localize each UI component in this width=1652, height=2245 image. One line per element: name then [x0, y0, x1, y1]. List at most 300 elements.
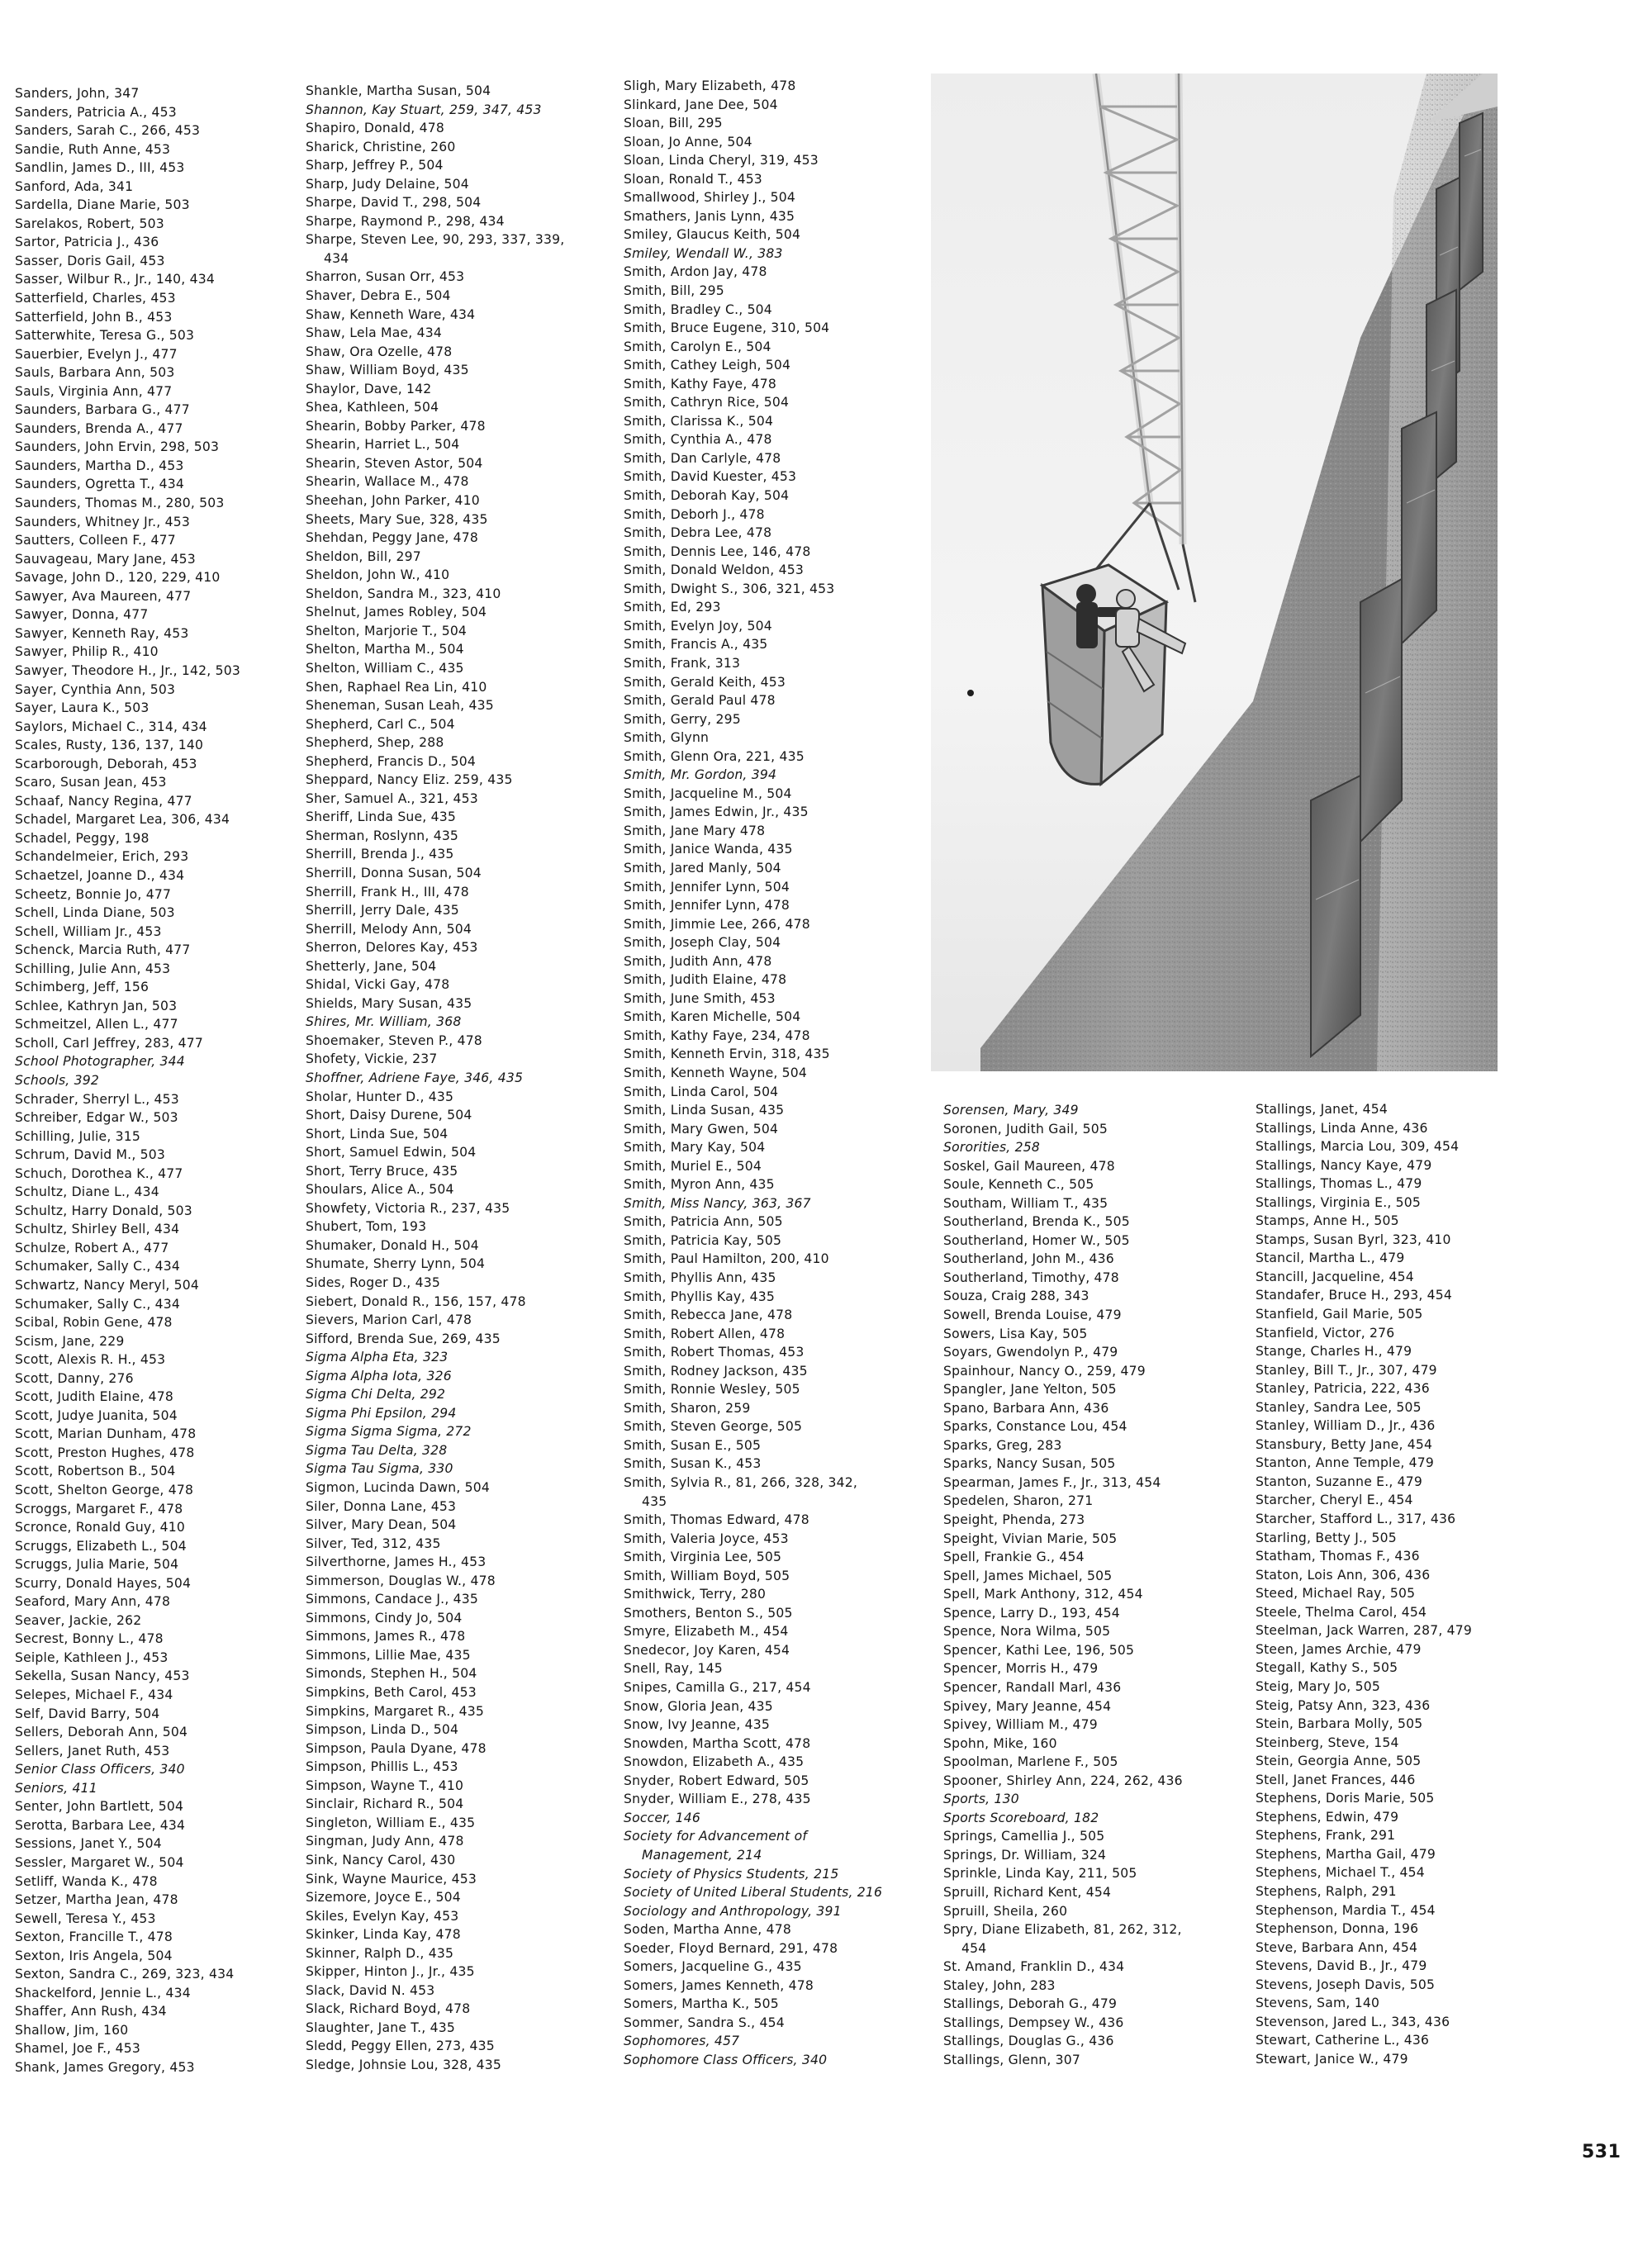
index-entry: Snyder, William E., 278, 435 [624, 1792, 811, 1807]
index-entry: Skipper, Hinton J., Jr., 435 [306, 1964, 475, 1980]
index-entry: Sekella, Susan Nancy, 453 [15, 1668, 190, 1684]
index-entry: Smathers, Janis Lynn, 435 [624, 208, 795, 224]
index-entry: Snowdon, Elizabeth A., 435 [624, 1754, 805, 1770]
index-entry: Sloan, Ronald T., 453 [624, 171, 762, 187]
index-entry: Smith, Phyllis Ann, 435 [624, 1270, 776, 1285]
index-entry: Smith, Patricia Kay, 505 [624, 1232, 782, 1248]
index-entry: Society of Physics Students, 215 [624, 1866, 839, 1882]
index-entry: Smith, David Kuester, 453 [624, 469, 797, 485]
index-entry: School Photographer, 344 [15, 1054, 185, 1070]
index-entry: Shoffner, Adriene Faye, 346, 435 [306, 1070, 524, 1085]
index-entry: Shaffer, Ann Rush, 434 [15, 2004, 167, 2020]
index-entry: Sheldon, John W., 410 [306, 567, 450, 583]
index-entry: Short, Terry Bruce, 435 [306, 1163, 458, 1179]
index-entry: Sharp, Jeffrey P., 504 [306, 158, 444, 173]
index-entry: Sarelakos, Robert, 503 [15, 216, 164, 231]
index-entry: Scism, Jane, 229 [15, 1333, 125, 1349]
index-entry: Smith, Deborh J., 478 [624, 506, 765, 522]
index-entry: Skiles, Evelyn Kay, 453 [306, 1908, 459, 1924]
index-entry: Sides, Roger D., 435 [306, 1275, 440, 1290]
index-entry: Smith, Gerald Keith, 453 [624, 674, 786, 690]
index-entry: Sexton, Iris Angela, 504 [15, 1948, 173, 1963]
index-entry: Simmons, Lillie Mae, 435 [306, 1647, 471, 1663]
index-entry: Stell, Janet Frances, 446 [1256, 1772, 1416, 1787]
index-entry: Soeder, Floyd Bernard, 291, 478 [624, 1940, 838, 1956]
index-entry: Schwartz, Nancy Meryl, 504 [15, 1278, 200, 1293]
index-entry: Saunders, Thomas M., 280, 503 [15, 496, 225, 511]
index-entry: Speight, Phenda, 273 [943, 1512, 1085, 1528]
index-entry: Setliff, Wanda K., 478 [15, 1873, 158, 1889]
index-entry: Smith, Jennifer Lynn, 478 [624, 898, 790, 914]
index-entry: Sharp, Judy Delaine, 504 [306, 176, 469, 192]
index-entry: Spruill, Sheila, 260 [943, 1903, 1068, 1919]
index-entry: Statham, Thomas F., 436 [1256, 1549, 1420, 1564]
index-entry: Scholl, Carl Jeffrey, 283, 477 [15, 1035, 204, 1051]
index-entry: Seniors, 411 [15, 1780, 97, 1796]
index-entry: Stallings, Glenn, 307 [943, 2052, 1081, 2067]
index-entry: Sawyer, Theodore H., Jr., 142, 503 [15, 662, 240, 678]
index-entry: Sheehan, John Parker, 410 [306, 493, 480, 509]
index-entry: Smith, James Edwin, Jr., 435 [624, 804, 809, 820]
index-entry: Sartor, Patricia J., 436 [15, 235, 159, 250]
index-entry: Starcher, Cheryl E., 454 [1256, 1493, 1413, 1508]
index-entry: Sawyer, Ava Maureen, 477 [15, 588, 192, 604]
index-entry: Spell, Frankie G., 454 [943, 1550, 1085, 1565]
index-entry: Southam, William T., 435 [943, 1195, 1108, 1211]
index-entry: Smith, Glynn [624, 730, 710, 746]
index-entry: Shepherd, Shep, 288 [306, 735, 444, 751]
index-entry: Smith, Linda Susan, 435 [624, 1103, 785, 1118]
index-entry: Smith, Cathryn Rice, 504 [624, 395, 790, 411]
index-entry: Starcher, Stafford L., 317, 436 [1256, 1512, 1456, 1527]
index-entry: Smith, Virginia Lee, 505 [624, 1550, 782, 1565]
index-entry: Sledge, Johnsie Lou, 328, 435 [306, 2057, 502, 2072]
index-entry: Soccer, 146 [624, 1810, 701, 1825]
index-entry: Silverthorne, James H., 453 [306, 1554, 487, 1570]
index-entry: Stevenson, Jared L., 343, 436 [1256, 2014, 1450, 2029]
index-entry: Sigma Chi Delta, 292 [306, 1387, 446, 1403]
index-entry: Smith, Donald Weldon, 453 [624, 562, 804, 578]
index-entry: Smith, Cathey Leigh, 504 [624, 358, 791, 373]
index-entry: Sauls, Barbara Ann, 503 [15, 365, 175, 381]
index-entry: Scott, Marian Dunham, 478 [15, 1426, 197, 1442]
index-entry: Snedecor, Joy Karen, 454 [624, 1642, 790, 1658]
index-entry: Saunders, Martha D., 453 [15, 458, 184, 473]
index-entry: Smith, Paul Hamilton, 200, 410 [624, 1251, 829, 1267]
index-entry: Smith, Miss Nancy, 363, 367 [624, 1195, 811, 1211]
index-entry: Stephens, Doris Marie, 505 [1256, 1791, 1435, 1806]
index-entry: Siebert, Donald R., 156, 157, 478 [306, 1293, 526, 1309]
index-entry: Sexton, Sandra C., 269, 323, 434 [15, 1967, 235, 1982]
index-entry: Smiley, Wendall W., 383 [624, 245, 783, 261]
index-entry: Schrum, David M., 503 [15, 1147, 166, 1163]
index-entry: Simmerson, Douglas W., 478 [306, 1573, 496, 1588]
index-entry: Sanford, Ada, 341 [15, 178, 134, 194]
index-entry: Spry, Diane Elizabeth, 81, 262, 312, [943, 1922, 1182, 1938]
index-entry: Souza, Craig 288, 343 [943, 1289, 1089, 1304]
index-entry: Slack, David N. 453 [306, 1982, 435, 1998]
index-entry: St. Amand, Franklin D., 434 [943, 1959, 1125, 1975]
index-entry: Smith, Jacqueline M., 504 [624, 786, 792, 801]
index-entry: Sociology and Anthropology, 391 [624, 1903, 842, 1919]
index-entry: Sasser, Wilbur R., Jr., 140, 434 [15, 272, 215, 287]
index-entry: Stevens, David B., Jr., 479 [1256, 1958, 1427, 1974]
index-entry: Shetterly, Jane, 504 [306, 958, 437, 974]
index-entry: Smithwick, Terry, 280 [624, 1587, 767, 1602]
index-entry: Sholar, Hunter D., 435 [306, 1089, 454, 1104]
index-entry: Society for Advancement of [624, 1829, 808, 1844]
index-entry: Sowers, Lisa Kay, 505 [943, 1326, 1088, 1341]
index-entry: Scott, Judith Elaine, 478 [15, 1389, 174, 1405]
index-entry: Soyars, Gwendolyn P., 479 [943, 1345, 1118, 1360]
index-entry: Sommer, Sandra S., 454 [624, 2015, 785, 2030]
index-entry: Stegall, Kathy S., 505 [1256, 1660, 1398, 1676]
index-entry: Slinkard, Jane Dee, 504 [624, 97, 778, 112]
index-entry: Stallings, Dempsey W., 436 [943, 2015, 1124, 2030]
index-entry: Smith, Bradley C., 504 [624, 301, 772, 317]
index-entry: Scott, Judye Juanita, 504 [15, 1407, 178, 1423]
index-entry: Sayer, Laura K., 503 [15, 700, 150, 716]
index-entry: Spence, Larry D., 193, 454 [943, 1605, 1120, 1621]
index-entry: Sororities, 258 [943, 1140, 1040, 1156]
index-entry: Spearman, James F., Jr., 313, 454 [943, 1474, 1161, 1490]
index-entry: Simmons, James R., 478 [306, 1629, 466, 1645]
index-entry: Sharpe, Raymond P., 298, 434 [306, 213, 505, 229]
index-entry: Sellers, Janet Ruth, 453 [15, 1743, 170, 1759]
index-entry: Scurry, Donald Hayes, 504 [15, 1575, 192, 1591]
index-entry: Smith, Gerry, 295 [624, 711, 741, 727]
index-entry: Starling, Betty J., 505 [1256, 1530, 1397, 1545]
index-entry: Simpson, Linda D., 504 [306, 1722, 459, 1738]
index-entry: Stamps, Anne H., 505 [1256, 1213, 1399, 1229]
index-entry: Smith, Kenneth Ervin, 318, 435 [624, 1047, 830, 1062]
index-entry: Stanton, Anne Temple, 479 [1256, 1455, 1435, 1471]
index-entry: Saunders, Brenda A., 477 [15, 420, 183, 436]
index-entry: Sigma Alpha Eta, 323 [306, 1350, 449, 1365]
index-entry: Soule, Kenneth C., 505 [943, 1177, 1094, 1193]
index-entry: Simmons, Cindy Jo, 504 [306, 1610, 463, 1626]
index-entry: Satterfield, John B., 453 [15, 309, 173, 325]
index-entry: Stein, Georgia Anne, 505 [1256, 1754, 1422, 1769]
index-entry: Smith, Muriel E., 504 [624, 1158, 762, 1174]
index-entry: Schumaker, Sally C., 434 [15, 1296, 181, 1312]
index-entry: Satterfield, Charles, 453 [15, 291, 176, 306]
index-entry: Management, 214 [642, 1847, 762, 1863]
index-entry: Southerland, Timothy, 478 [943, 1270, 1119, 1285]
index-entry: Sexton, Francille T., 478 [15, 1929, 173, 1945]
index-entry: Smith, Judith Elaine, 478 [624, 972, 787, 988]
index-entry: Sawyer, Donna, 477 [15, 607, 149, 623]
index-entry: Sparks, Greg, 283 [943, 1437, 1062, 1453]
index-entry: Smith, Mary Kay, 504 [624, 1140, 766, 1156]
index-entry: Simpson, Paula Dyane, 478 [306, 1740, 487, 1756]
index-entry: Short, Linda Sue, 504 [306, 1126, 449, 1141]
index-entry: Steele, Thelma Carol, 454 [1256, 1604, 1427, 1620]
index-entry: Stallings, Deborah G., 479 [943, 1996, 1118, 2012]
index-entry: Spruill, Richard Kent, 454 [943, 1884, 1112, 1900]
index-entry: Smith, Joseph Clay, 504 [624, 935, 781, 951]
index-entry: Stein, Barbara Molly, 505 [1256, 1716, 1423, 1732]
index-entry: Sher, Samuel A., 321, 453 [306, 790, 478, 806]
index-entry: Somers, Martha K., 505 [624, 1996, 779, 2012]
index-entry: Sigma Sigma Sigma, 272 [306, 1424, 472, 1440]
index-entry: Saunders, Whitney Jr., 453 [15, 514, 190, 529]
index-entry: Smyre, Elizabeth M., 454 [624, 1624, 789, 1640]
index-entry: Sellers, Deborah Ann, 504 [15, 1725, 188, 1740]
index-entry: Stanley, Sandra Lee, 505 [1256, 1399, 1422, 1415]
index-entry: Self, David Barry, 504 [15, 1706, 160, 1721]
index-entry: Schell, Linda Diane, 503 [15, 905, 175, 921]
index-entry: Shaw, William Boyd, 435 [306, 363, 469, 378]
index-entry: Smith, Susan E., 505 [624, 1437, 762, 1453]
index-entry: Springs, Dr. William, 324 [943, 1847, 1107, 1863]
index-entry: Shumaker, Donald H., 504 [306, 1237, 479, 1253]
index-entry: Smith, Judith Ann, 478 [624, 953, 772, 969]
index-entry: Smith, Thomas Edward, 478 [624, 1512, 809, 1528]
index-entry: Southerland, Brenda K., 505 [943, 1214, 1130, 1230]
index-entry: Steinberg, Steve, 154 [1256, 1735, 1399, 1750]
index-entry: Sessions, Janet Y., 504 [15, 1836, 162, 1852]
index-entry: Sligh, Mary Elizabeth, 478 [624, 78, 796, 93]
index-entry: Sherrill, Donna Susan, 504 [306, 865, 482, 880]
index-entry: Smith, Jared Manly, 504 [624, 860, 781, 876]
index-entry: Simpkins, Beth Carol, 453 [306, 1685, 477, 1701]
index-entry: Scott, Alexis R. H., 453 [15, 1352, 166, 1368]
index-entry: Shelton, Martha M., 504 [306, 642, 464, 657]
index-entry: Sloan, Jo Anne, 504 [624, 134, 752, 150]
index-entry: Sink, Nancy Carol, 430 [306, 1852, 456, 1868]
index-entry: Stallings, Marcia Lou, 309, 454 [1256, 1139, 1460, 1155]
index-entry: Short, Daisy Durene, 504 [306, 1108, 472, 1123]
index-entry: Spano, Barbara Ann, 436 [943, 1400, 1109, 1416]
index-entry: Sloan, Bill, 295 [624, 116, 723, 131]
index-entry: Scales, Rusty, 136, 137, 140 [15, 738, 204, 753]
index-entry: Shepherd, Francis D., 504 [306, 753, 477, 769]
index-entry: Sherrill, Frank H., III, 478 [306, 884, 469, 899]
index-entry: Singleton, William E., 435 [306, 1815, 476, 1830]
index-entry: Shearin, Steven Astor, 504 [306, 455, 483, 471]
index-entry: Scott, Shelton George, 478 [15, 1483, 194, 1498]
index-entry: Smith, Jimmie Lee, 266, 478 [624, 916, 810, 932]
index-entry: Smith, Steven George, 505 [624, 1419, 803, 1435]
index-entry: Schandelmeier, Erich, 293 [15, 849, 189, 865]
index-entry: Sheppard, Nancy Eliz. 259, 435 [306, 772, 513, 788]
index-entry: Stevens, Joseph Davis, 505 [1256, 1977, 1436, 1992]
index-entry: Schilling, Julie Ann, 453 [15, 961, 171, 976]
index-entry: Somers, James Kenneth, 478 [624, 1977, 814, 1993]
index-entry: Saylors, Michael C., 314, 434 [15, 719, 207, 734]
index-entry: Senter, John Bartlett, 504 [15, 1799, 184, 1815]
index-entry: Smiley, Glaucus Keith, 504 [624, 227, 801, 243]
index-entry: Sewell, Teresa Y., 453 [15, 1910, 156, 1926]
index-entry: Spooner, Shirley Ann, 224, 262, 436 [943, 1773, 1183, 1788]
index-entry: Steig, Mary Jo, 505 [1256, 1678, 1380, 1694]
index-entry: Sessler, Margaret W., 504 [15, 1854, 184, 1870]
index-entry: Smith, Kathy Faye, 478 [624, 376, 777, 392]
index-entry: Sprinkle, Linda Kay, 211, 505 [943, 1866, 1137, 1882]
index-entry: Sheldon, Sandra M., 323, 410 [306, 586, 501, 601]
index-entry: Stanfield, Gail Marie, 505 [1256, 1307, 1423, 1322]
index-entry: Sorensen, Mary, 349 [943, 1103, 1079, 1118]
index-entry: Senior Class Officers, 340 [15, 1762, 185, 1777]
index-entry: Sheriff, Linda Sue, 435 [306, 809, 456, 825]
index-entry: Sowell, Brenda Louise, 479 [943, 1308, 1122, 1323]
index-entry: Smith, Dan Carlyle, 478 [624, 450, 781, 466]
index-entry: Shearin, Bobby Parker, 478 [306, 418, 486, 434]
index-entry: Steed, Michael Ray, 505 [1256, 1586, 1416, 1602]
index-entry: Scott, Preston Hughes, 478 [15, 1445, 195, 1460]
index-entry: Sifford, Brenda Sue, 269, 435 [306, 1331, 501, 1346]
index-entry: Shapiro, Donald, 478 [306, 121, 444, 136]
index-entry: Smith, Sylvia R., 81, 266, 328, 342, [624, 1475, 858, 1491]
index-entry: Stanley, Bill T., Jr., 307, 479 [1256, 1362, 1437, 1378]
index-entry: Shank, James Gregory, 453 [15, 2059, 195, 2075]
index-entry: Smith, Robert Thomas, 453 [624, 1345, 805, 1360]
index-entry: Sanders, Patricia A., 453 [15, 104, 177, 120]
index-entry: Sanders, John, 347 [15, 86, 140, 101]
index-entry: Stephenson, Donna, 196 [1256, 1921, 1419, 1937]
index-entry: Spencer, Morris H., 479 [943, 1661, 1099, 1677]
index-entry: Stanfield, Victor, 276 [1256, 1325, 1395, 1341]
index-entry: Sasser, Doris Gail, 453 [15, 253, 165, 268]
index-entry: Smith, Evelyn Joy, 504 [624, 618, 772, 634]
index-entry: Schultz, Shirley Bell, 434 [15, 1222, 180, 1237]
index-entry: Sophomores, 457 [624, 2034, 740, 2049]
index-entry: Sautters, Colleen F., 477 [15, 533, 176, 548]
index-entry: Shidal, Vicki Gay, 478 [306, 977, 450, 993]
index-entry: Schultz, Diane L., 434 [15, 1184, 159, 1200]
index-entry: Smith, Rebecca Jane, 478 [624, 1308, 793, 1323]
index-entry: Shumate, Sherry Lynn, 504 [306, 1256, 486, 1272]
index-entry: Shepherd, Carl C., 504 [306, 716, 455, 732]
index-entry: Sauls, Virginia Ann, 477 [15, 383, 173, 399]
index-entry: Shea, Kathleen, 504 [306, 400, 439, 415]
index-entry: Shaw, Ora Ozelle, 478 [306, 344, 453, 359]
index-entry: Smith, Kenneth Wayne, 504 [624, 1065, 808, 1080]
index-entry: Sink, Wayne Maurice, 453 [306, 1871, 477, 1887]
index-entry: Sharpe, David T., 298, 504 [306, 195, 482, 211]
index-entry: Scheetz, Bonnie Jo, 477 [15, 886, 172, 902]
index-entry: Springs, Camellia J., 505 [943, 1829, 1105, 1844]
index-entry: Smith, Dwight S., 306, 321, 453 [624, 581, 835, 596]
index-entry: Smith, Jane Mary 478 [624, 823, 766, 838]
index-entry: Saunders, Ogretta T., 434 [15, 477, 185, 492]
index-entry: Sanders, Sarah C., 266, 453 [15, 123, 201, 139]
index-entry: Shannon, Kay Stuart, 259, 347, 453 [306, 102, 542, 117]
index-entry: Smith, Clarissa K., 504 [624, 413, 774, 429]
index-entry: Stancil, Martha L., 479 [1256, 1251, 1405, 1266]
index-entry: Sigmon, Lucinda Dawn, 504 [306, 1480, 491, 1496]
index-entry: 454 [961, 1940, 987, 1956]
index-entry: Seaver, Jackie, 262 [15, 1612, 142, 1628]
index-entry: Smith, Ronnie Wesley, 505 [624, 1382, 800, 1398]
index-entry: Schaaf, Nancy Regina, 477 [15, 793, 192, 809]
index-entry: Sloan, Linda Cheryl, 319, 453 [624, 153, 819, 168]
index-entry: Smith, Cynthia A., 478 [624, 432, 772, 448]
index-column-2 [306, 82, 603, 2075]
index-entry: Scott, Robertson B., 504 [15, 1464, 176, 1479]
index-entry: Smith, Patricia Ann, 505 [624, 1214, 783, 1230]
index-entry: Setzer, Martha Jean, 478 [15, 1892, 178, 1908]
index-entry: Stallings, Linda Anne, 436 [1256, 1120, 1428, 1136]
index-entry: Sinclair, Richard R., 504 [306, 1796, 464, 1812]
index-entry: 435 [642, 1493, 667, 1509]
index-entry: Snipes, Camilla G., 217, 454 [624, 1680, 811, 1696]
index-entry: Sizemore, Joyce E., 504 [306, 1890, 461, 1906]
index-entry: Sheets, Mary Sue, 328, 435 [306, 511, 488, 527]
index-entry: Spainhour, Nancy O., 259, 479 [943, 1363, 1146, 1379]
index-entry: Scott, Danny, 276 [15, 1370, 134, 1386]
index-entry: Schrader, Sherryl L., 453 [15, 1091, 179, 1107]
index-column-1 [15, 84, 296, 2077]
index-entry: Shelnut, James Robley, 504 [306, 605, 487, 620]
index-entry: Sparks, Nancy Susan, 505 [943, 1456, 1116, 1472]
index-entry: Smith, Karen Michelle, 504 [624, 1009, 801, 1025]
index-entry: Soden, Martha Anne, 478 [624, 1922, 791, 1938]
index-entry: Smith, Mary Gwen, 504 [624, 1121, 779, 1137]
index-entry: Sandie, Ruth Anne, 453 [15, 141, 171, 157]
index-entry: Shelton, Marjorie T., 504 [306, 623, 468, 638]
index-entry: Smith, Myron Ann, 435 [624, 1177, 775, 1193]
index-entry: Stephens, Martha Gail, 479 [1256, 1846, 1436, 1862]
index-entry: Seiple, Kathleen J., 453 [15, 1649, 169, 1665]
index-entry: Snow, Gloria Jean, 435 [624, 1698, 773, 1714]
index-entry: Schuch, Dorothea K., 477 [15, 1165, 183, 1181]
index-entry: Sheldon, Bill, 297 [306, 548, 421, 564]
index-entry: Simonds, Stephen H., 504 [306, 1666, 477, 1682]
index-entry: Stancill, Jacqueline, 454 [1256, 1269, 1414, 1284]
index-entry: Silver, Mary Dean, 504 [306, 1517, 457, 1533]
index-entry: Smith, Linda Carol, 504 [624, 1084, 779, 1099]
index-entry: Sledd, Peggy Ellen, 273, 435 [306, 2039, 495, 2054]
index-entry: Sophomore Class Officers, 340 [624, 2052, 828, 2067]
index-entry: Smallwood, Shirley J., 504 [624, 190, 796, 206]
index-entry: Shaver, Debra E., 504 [306, 288, 451, 304]
index-entry: Society of United Liberal Students, 216 [624, 1885, 883, 1901]
index-entry: Smith, Janice Wanda, 435 [624, 842, 793, 857]
index-entry: Shofety, Vickie, 237 [306, 1051, 438, 1067]
index-entry: Stange, Charles H., 479 [1256, 1344, 1412, 1360]
index-entry: Speight, Vivian Marie, 505 [943, 1531, 1118, 1546]
index-entry: Schreiber, Edgar W., 503 [15, 1110, 178, 1126]
index-entry: Sparks, Constance Lou, 454 [943, 1419, 1127, 1435]
index-entry: Scaro, Susan Jean, 453 [15, 775, 167, 790]
index-entry: Smith, Frank, 313 [624, 655, 741, 671]
index-column-5 [1256, 1100, 1553, 2068]
index-entry: Smith, Carolyn E., 504 [624, 339, 771, 354]
index-entry: Singman, Judy Ann, 478 [306, 1834, 464, 1849]
index-entry: Snowden, Martha Scott, 478 [624, 1735, 811, 1751]
index-entry: Schulze, Robert A., 477 [15, 1240, 169, 1255]
index-entry: Scruggs, Elizabeth L., 504 [15, 1538, 187, 1554]
index-entry: Simpkins, Margaret R., 435 [306, 1703, 485, 1719]
index-entry: Stallings, Douglas G., 436 [943, 2034, 1114, 2049]
index-entry: Showfety, Victoria R., 237, 435 [306, 1200, 510, 1216]
index-entry: Snow, Ivy Jeanne, 435 [624, 1717, 770, 1733]
index-entry: Staton, Lois Ann, 306, 436 [1256, 1567, 1431, 1583]
index-entry: Sauvageau, Mary Jane, 453 [15, 551, 196, 567]
index-entry: Sardella, Diane Marie, 503 [15, 197, 190, 213]
index-entry: Spell, James Michael, 505 [943, 1568, 1113, 1583]
index-entry: Spedelen, Sharon, 271 [943, 1493, 1094, 1509]
index-entry: Staley, John, 283 [943, 1977, 1056, 1993]
index-entry: Scibal, Robin Gene, 478 [15, 1315, 173, 1331]
index-entry: Schell, William Jr., 453 [15, 923, 162, 939]
index-entry: Stanton, Suzanne E., 479 [1256, 1474, 1423, 1489]
index-entry: Somers, Jacqueline G., 435 [624, 1959, 802, 1975]
index-entry: Savage, John D., 120, 229, 410 [15, 570, 221, 586]
index-entry: Shaw, Kenneth Ware, 434 [306, 306, 476, 322]
